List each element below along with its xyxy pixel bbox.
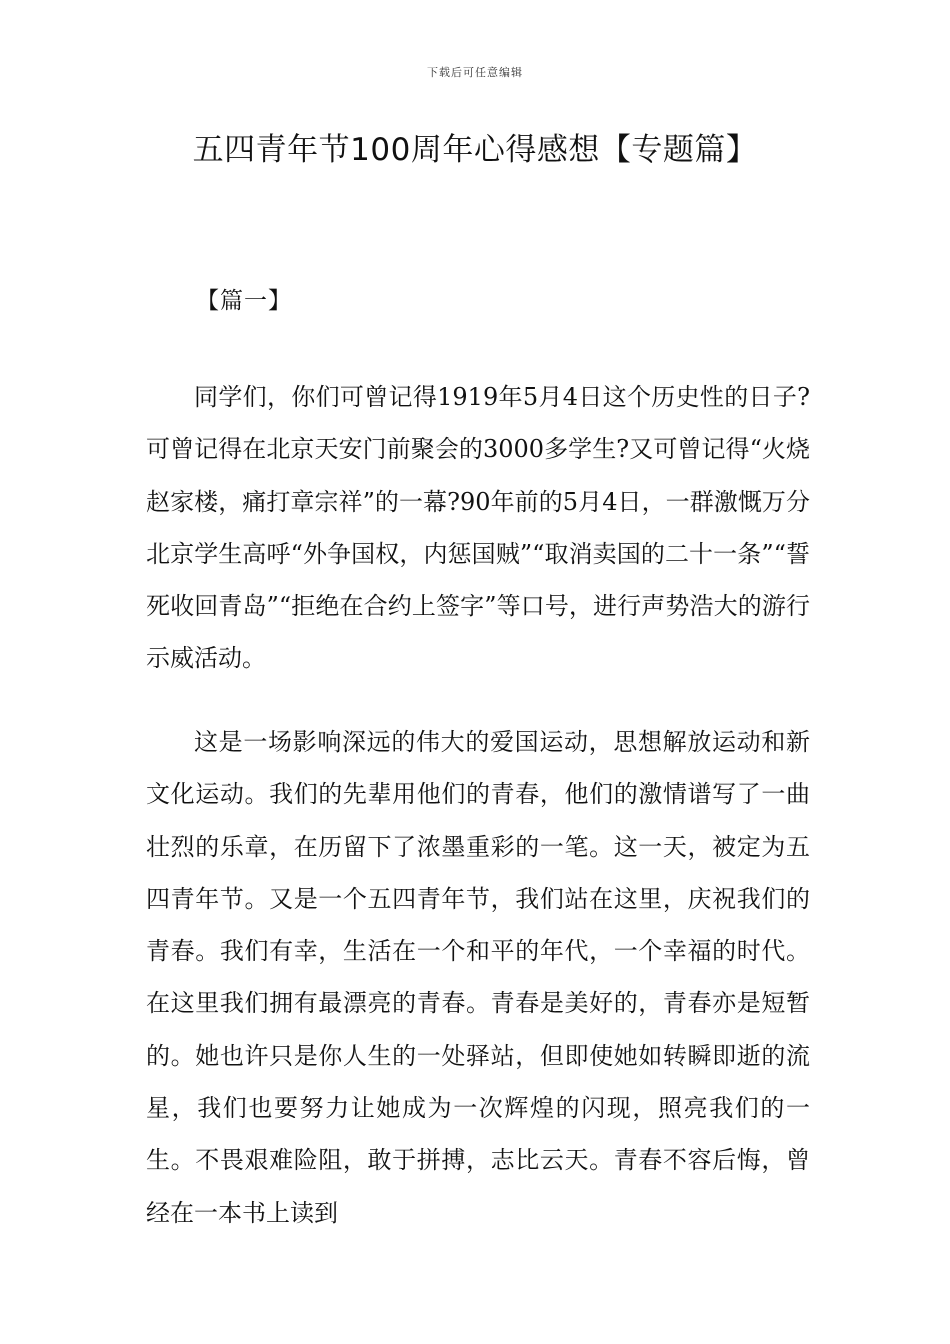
paragraph: 同学们，你们可曾记得1919年5月4日这个历史性的日子?可曾记得在北京天安门前聚会的3000多学生?又可曾记得“火烧赵家楼，痛打章宗祥”的一幕?90年前的5月4日，一群激慨万分北京学生高呼“外争国权，内惩国贼”“取消卖国的二十一条”“誓死收回青岛”“拒绝在合约上签字”等口号，进行声势浩大的游行示威活动。 <box>146 383 810 673</box>
section-heading: 【篇一】 <box>196 288 292 314</box>
paragraph: 这是一场影响深远的伟大的爱国运动，思想解放运动和新文化运动。我们的先辈用他们的青春，他们的激情谱写了一曲壮烈的乐章，在历留下了浓墨重彩的一笔。这一天，被定为五四青年节。又是一个五四青年节，我们站在这里，庆祝我们的青春。我们有幸，生活在一个和平的年代，一个幸福的时代。在这里我们拥有最漂亮的青春。青春是美好的，青春亦是短暂的。她也许只是你人生的一处驿站，但即使她如转瞬即逝的流星，我们也要努力让她成为一次辉煌的闪现，照亮我们的一生。不畏艰难险阻，敢于拼搏，志比云天。青春不容后悔，曾经在一本书上读到 <box>146 728 810 1227</box>
document-title: 五四青年节100周年心得感想【专题篇】 <box>192 132 758 168</box>
header-note: 下载后可任意编辑 <box>427 66 523 79</box>
